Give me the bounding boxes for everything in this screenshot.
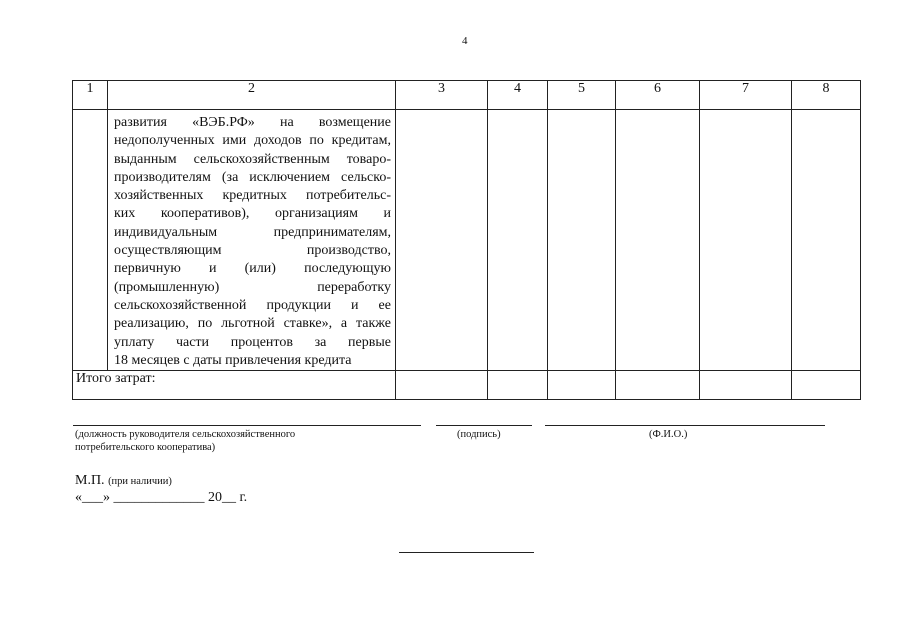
description-line: (промышленную) переработку — [114, 279, 391, 295]
column-header: 8 — [792, 81, 861, 110]
table-cell — [396, 110, 488, 371]
name-signature-line — [545, 425, 825, 426]
column-header: 1 — [73, 81, 108, 110]
position-caption-line: (должность руководителя сельскохозяйственного — [75, 429, 296, 440]
description-line: осуществляющим производство, — [114, 243, 391, 259]
bottom-line — [399, 552, 534, 553]
table-cell — [73, 110, 108, 371]
description-line: первичную и (или) последующую — [114, 261, 391, 277]
description-line: хозяйственных кредитных потребительс- — [114, 188, 391, 204]
description-line: 18 месяцев с даты привлечения кредита — [114, 352, 352, 368]
date-line: «___» _____________ 20__ г. — [75, 490, 248, 505]
description-line: индивидуальным предпринимателям, — [114, 224, 391, 240]
description-text — [108, 110, 395, 370]
description-line: сельскохозяйственной продукции и ее — [114, 297, 391, 313]
description-line: производителям (за исключением сельско- — [114, 169, 391, 185]
column-header: 5 — [548, 81, 616, 110]
expense-table — [72, 80, 861, 400]
position-caption — [75, 428, 295, 454]
description-line: реализацию, по льготной ставке», а также — [114, 316, 391, 332]
table-cell — [548, 371, 616, 400]
column-header: 6 — [616, 81, 700, 110]
description-line: выданным сельскохозяйственным товаро- — [114, 151, 391, 167]
table-cell — [700, 371, 792, 400]
table-cell — [792, 371, 861, 400]
name-caption: (Ф.И.О.) — [649, 429, 688, 440]
column-header: 2 — [108, 81, 396, 110]
table-cell — [792, 110, 861, 371]
signature-caption: (подпись) — [457, 429, 501, 440]
description-cell — [108, 110, 396, 371]
stamp-label: М.П. — [75, 473, 105, 488]
table-cell — [616, 371, 700, 400]
total-label: Итого затрат: — [73, 371, 396, 400]
position-signature-line — [73, 425, 421, 426]
column-header: 4 — [488, 81, 548, 110]
column-header: 3 — [396, 81, 488, 110]
table-cell — [396, 371, 488, 400]
stamp-note: (при наличии) — [108, 476, 172, 487]
table-header-row — [73, 81, 861, 110]
page-number: 4 — [462, 35, 468, 47]
description-line: ких кооперативов), организациям и — [114, 206, 391, 222]
description-line: уплату части процентов за первые — [114, 334, 391, 350]
position-caption-line: потребительского кооператива) — [75, 442, 216, 453]
table-cell — [488, 371, 548, 400]
description-line: развития «ВЭБ.РФ» на возмещение — [114, 115, 391, 130]
column-header: 7 — [700, 81, 792, 110]
signature-line — [436, 425, 532, 426]
stamp-place — [75, 473, 172, 489]
table-cell — [488, 110, 548, 371]
table-cell — [616, 110, 700, 371]
table-cell — [548, 110, 616, 371]
table-row — [73, 110, 861, 371]
total-row — [73, 371, 861, 400]
description-line: недополученных ими доходов по кредитам, — [114, 133, 391, 149]
table-cell — [700, 110, 792, 371]
